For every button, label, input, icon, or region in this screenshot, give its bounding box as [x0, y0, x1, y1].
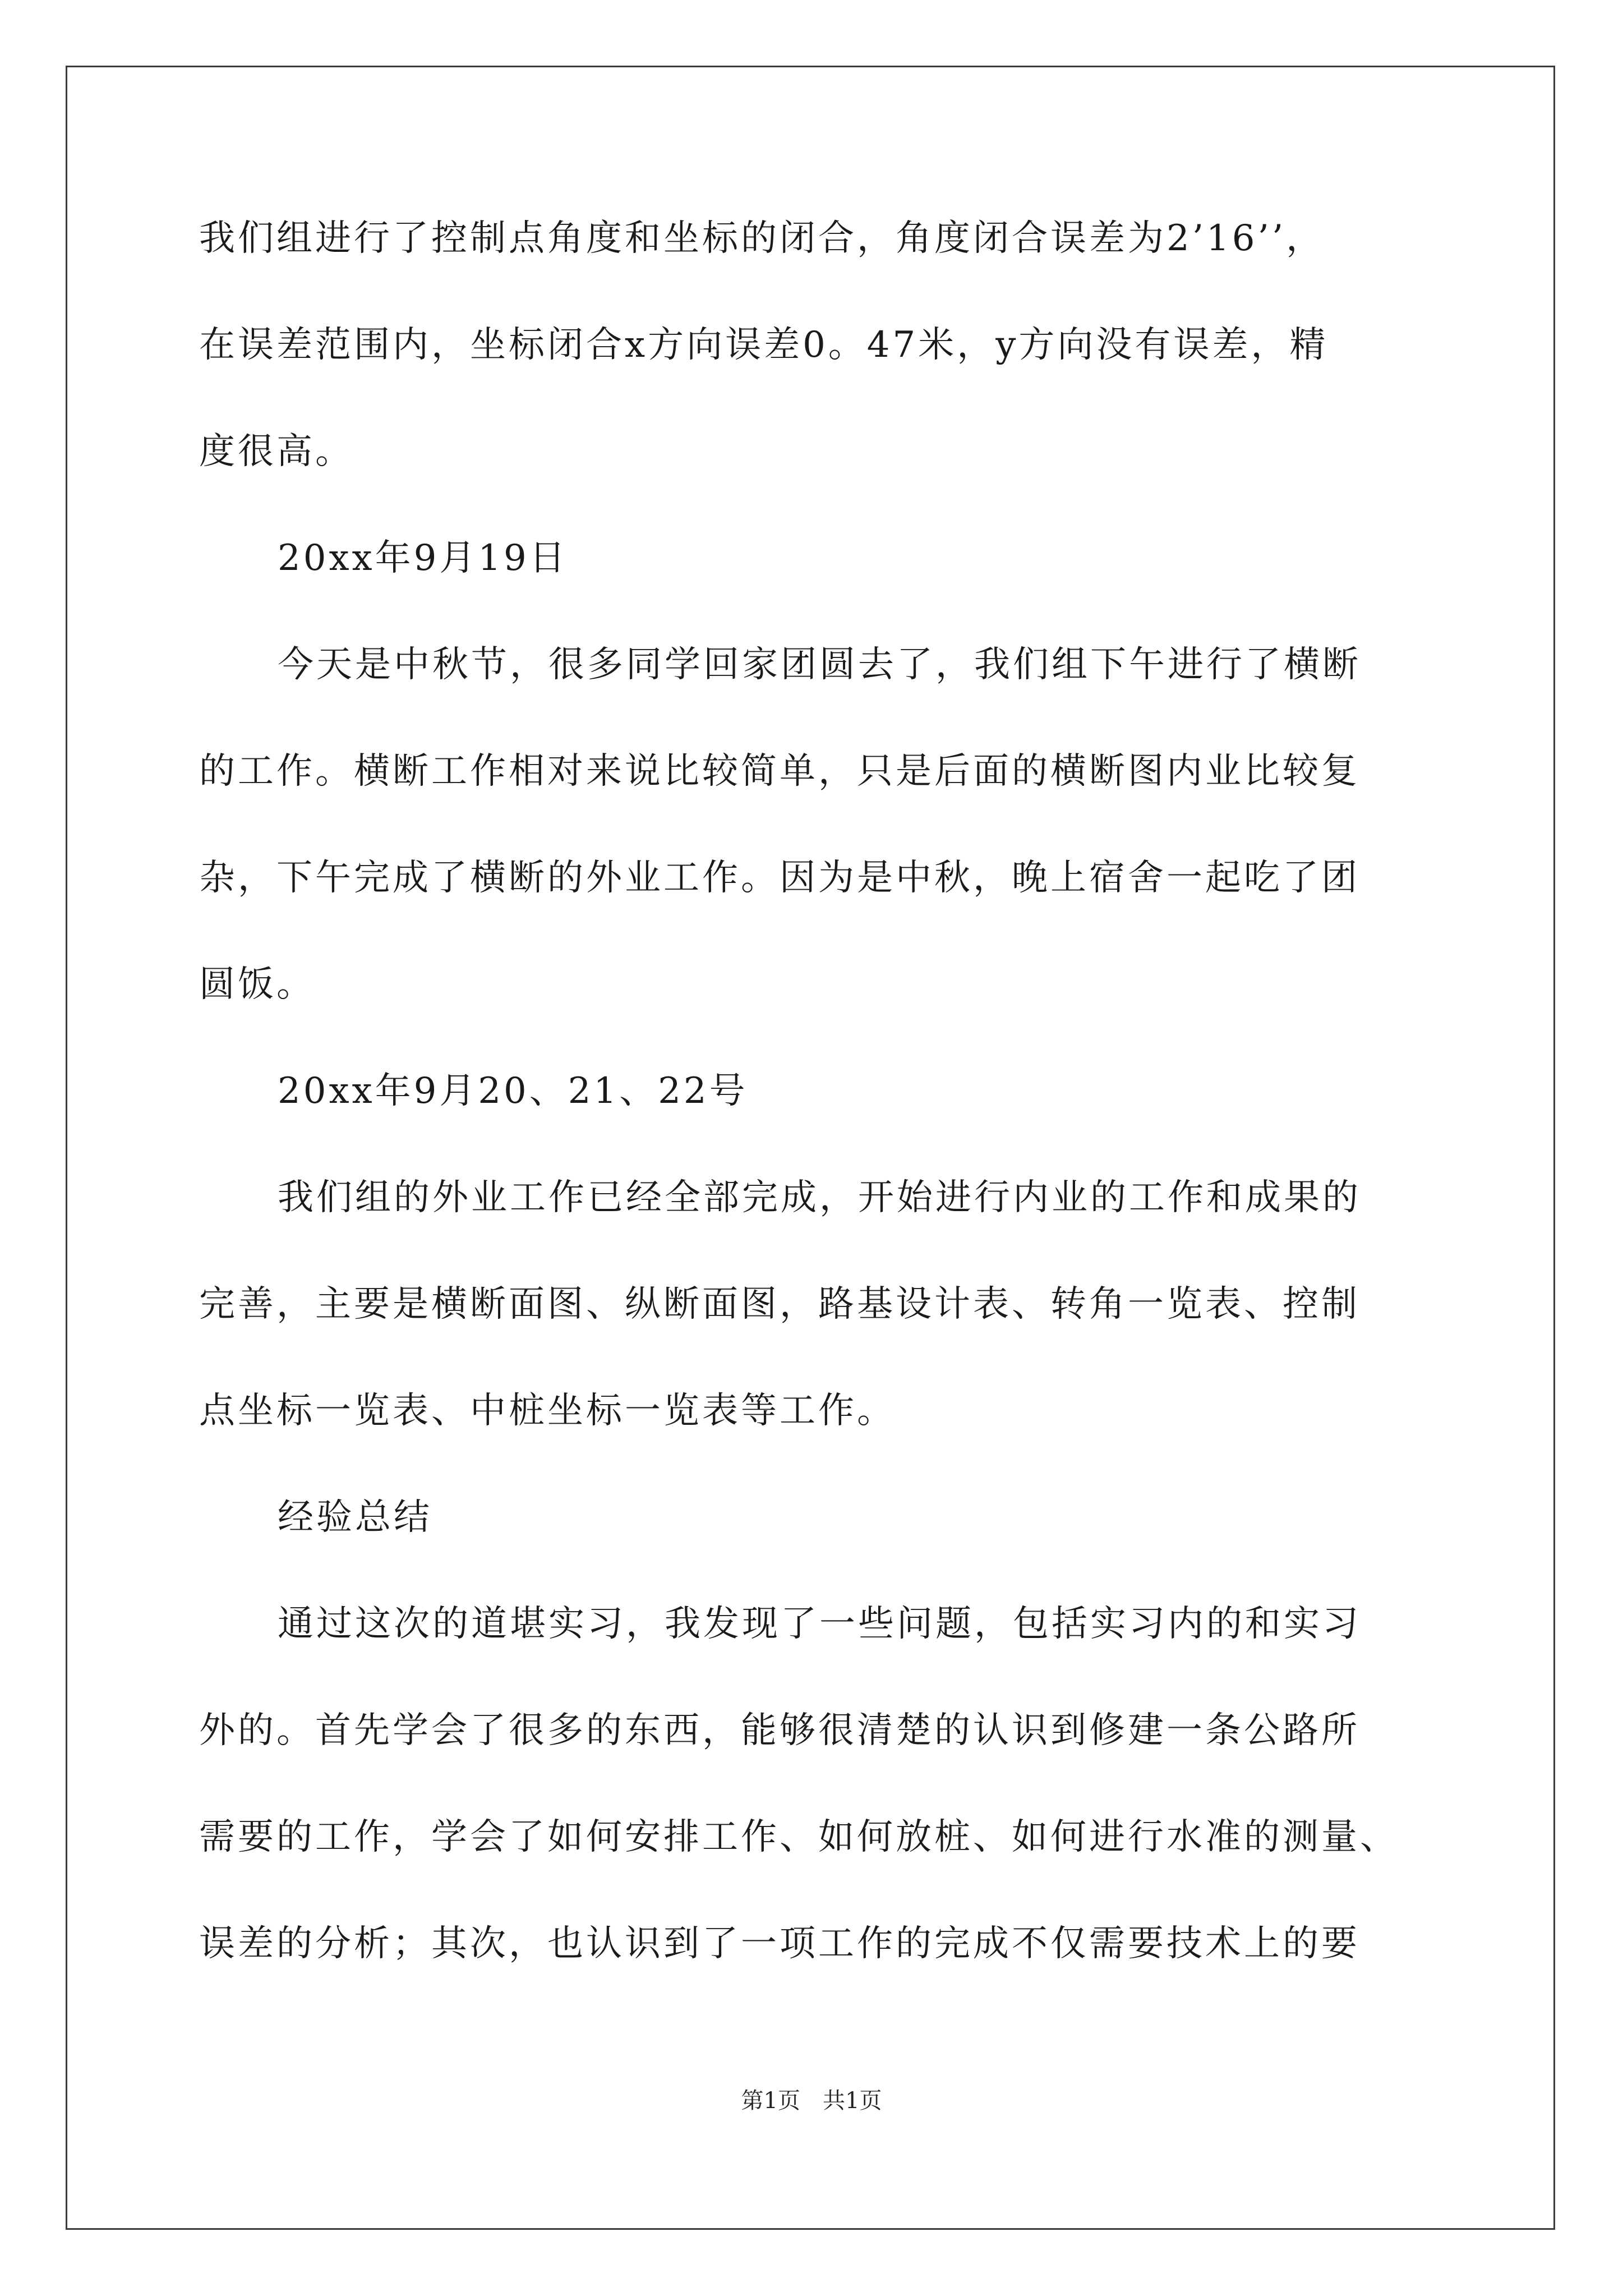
text-line: 点坐标一览表、中桩坐标一览表等工作。 — [199, 1390, 896, 1432]
date-heading: 20xx年9月20、21、22号 — [278, 1070, 748, 1112]
text-line: 的工作。横断工作相对来说比较简单，只是后面的横断图内业比较复 — [199, 751, 1360, 792]
text-line: 完善，主要是横断面图、纵断面图，路基设计表、转角一览表、控制 — [199, 1283, 1360, 1325]
text-line: 外的。首先学会了很多的东西，能够很清楚的认识到修建一条公路所 — [199, 1710, 1360, 1751]
page-number: 第1页 — [741, 2088, 800, 2114]
text-line: 需要的工作，学会了如何安排工作、如何放桩、如何进行水准的测量、 — [199, 1816, 1399, 1858]
text-line: 圆饭。 — [199, 964, 315, 1005]
text-line: 度很高。 — [199, 431, 354, 472]
date-heading: 20xx年9月19日 — [278, 537, 568, 579]
text-line: 杂，下午完成了横断的外业工作。因为是中秋，晚上宿舍一起吃了团 — [199, 857, 1360, 899]
page-footer — [0, 2084, 1623, 2118]
section-heading: 经验总结 — [278, 1497, 432, 1538]
text-line: 我们组的外业工作已经全部完成，开始进行内业的工作和成果的 — [278, 1177, 1361, 1218]
text-line: 通过这次的道堪实习，我发现了一些问题，包括实习内的和实习 — [278, 1603, 1361, 1645]
document-body — [199, 185, 1433, 1997]
text-line: 我们组进行了控制点角度和坐标的闭合，角度闭合误差为2’16’’， — [199, 218, 1325, 259]
page-total: 共1页 — [823, 2088, 882, 2114]
text-line: 今天是中秋节，很多同学回家团圆去了，我们组下午进行了横断 — [278, 644, 1361, 685]
text-line: 在误差范围内，坐标闭合x方向误差0。47米，y方向没有误差，精 — [199, 324, 1329, 366]
text-line: 误差的分析；其次，也认识到了一项工作的完成不仅需要技术上的要 — [199, 1923, 1360, 1964]
